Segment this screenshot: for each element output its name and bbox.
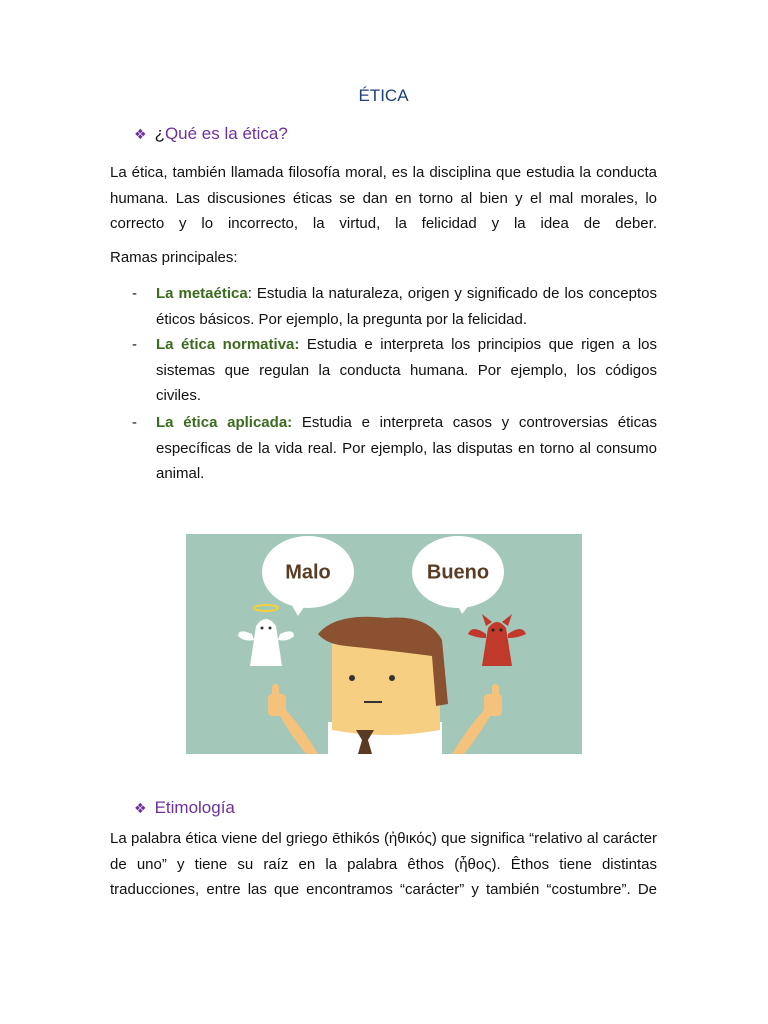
inverted-question-mark: ¿: [154, 124, 165, 143]
list-item-text: [156, 332, 657, 409]
term-label: La metaética: [156, 285, 248, 302]
list-item-text: [156, 281, 657, 332]
section-heading-que-es: [134, 124, 288, 144]
diamond-bullet-icon: ❖: [134, 800, 147, 816]
person-icon: [318, 617, 448, 754]
diamond-bullet-icon: ❖: [134, 126, 147, 142]
intro-paragraph: La ética, también llamada filosofía moral, es la disciplina que estudia la conducta humana. Las discusiones éticas se dan en torno al bien y el mal morales, lo correcto y lo incorrecto, la virtud, la felicidad y la idea de deber.: [110, 164, 657, 232]
bubble-left-label: Malo: [285, 561, 331, 584]
bubble-right-label: Bueno: [426, 561, 490, 584]
branches-label: Ramas principales:: [110, 249, 238, 266]
document-title: ÉTICA: [358, 86, 409, 105]
dash-bullet: -: [132, 414, 137, 431]
term-description: Estudia e interpreta casos y controversias éticas específicas de la vida real. Por ejemplo, las disputas en torno al consumo animal.: [156, 414, 657, 482]
term-label: La ética normativa:: [156, 336, 300, 353]
term-separator: :: [247, 285, 252, 302]
term-description: Estudia la naturaleza, origen y significado de los conceptos éticos básicos. Por ejemplo, la pregunta por la felicidad.: [156, 285, 657, 328]
heading-text: Etimología: [154, 798, 235, 817]
term-description: Estudia e interpreta los principios que rigen a los sistemas que regulan la conducta humana. Por ejemplo, los códigos civiles.: [156, 336, 658, 404]
section-heading-etimologia: [134, 798, 235, 818]
dash-bullet: -: [132, 285, 137, 302]
good-evil-illustration: [186, 534, 582, 754]
heading-text: Qué es la ética?: [164, 124, 288, 143]
list-item-text: [156, 410, 657, 487]
etymology-paragraph: La palabra ética viene del griego ēthikós (ἠθικός) que significa “relativo al carácter de uno” y tiene su raíz en la palabra êthos (ἦθος). Êthos tiene distintas traducciones, entre las que encontramos “carácter” y también “costumbre”. De: [110, 830, 657, 898]
term-label: La ética aplicada:: [156, 414, 293, 431]
dash-bullet: -: [132, 336, 137, 353]
